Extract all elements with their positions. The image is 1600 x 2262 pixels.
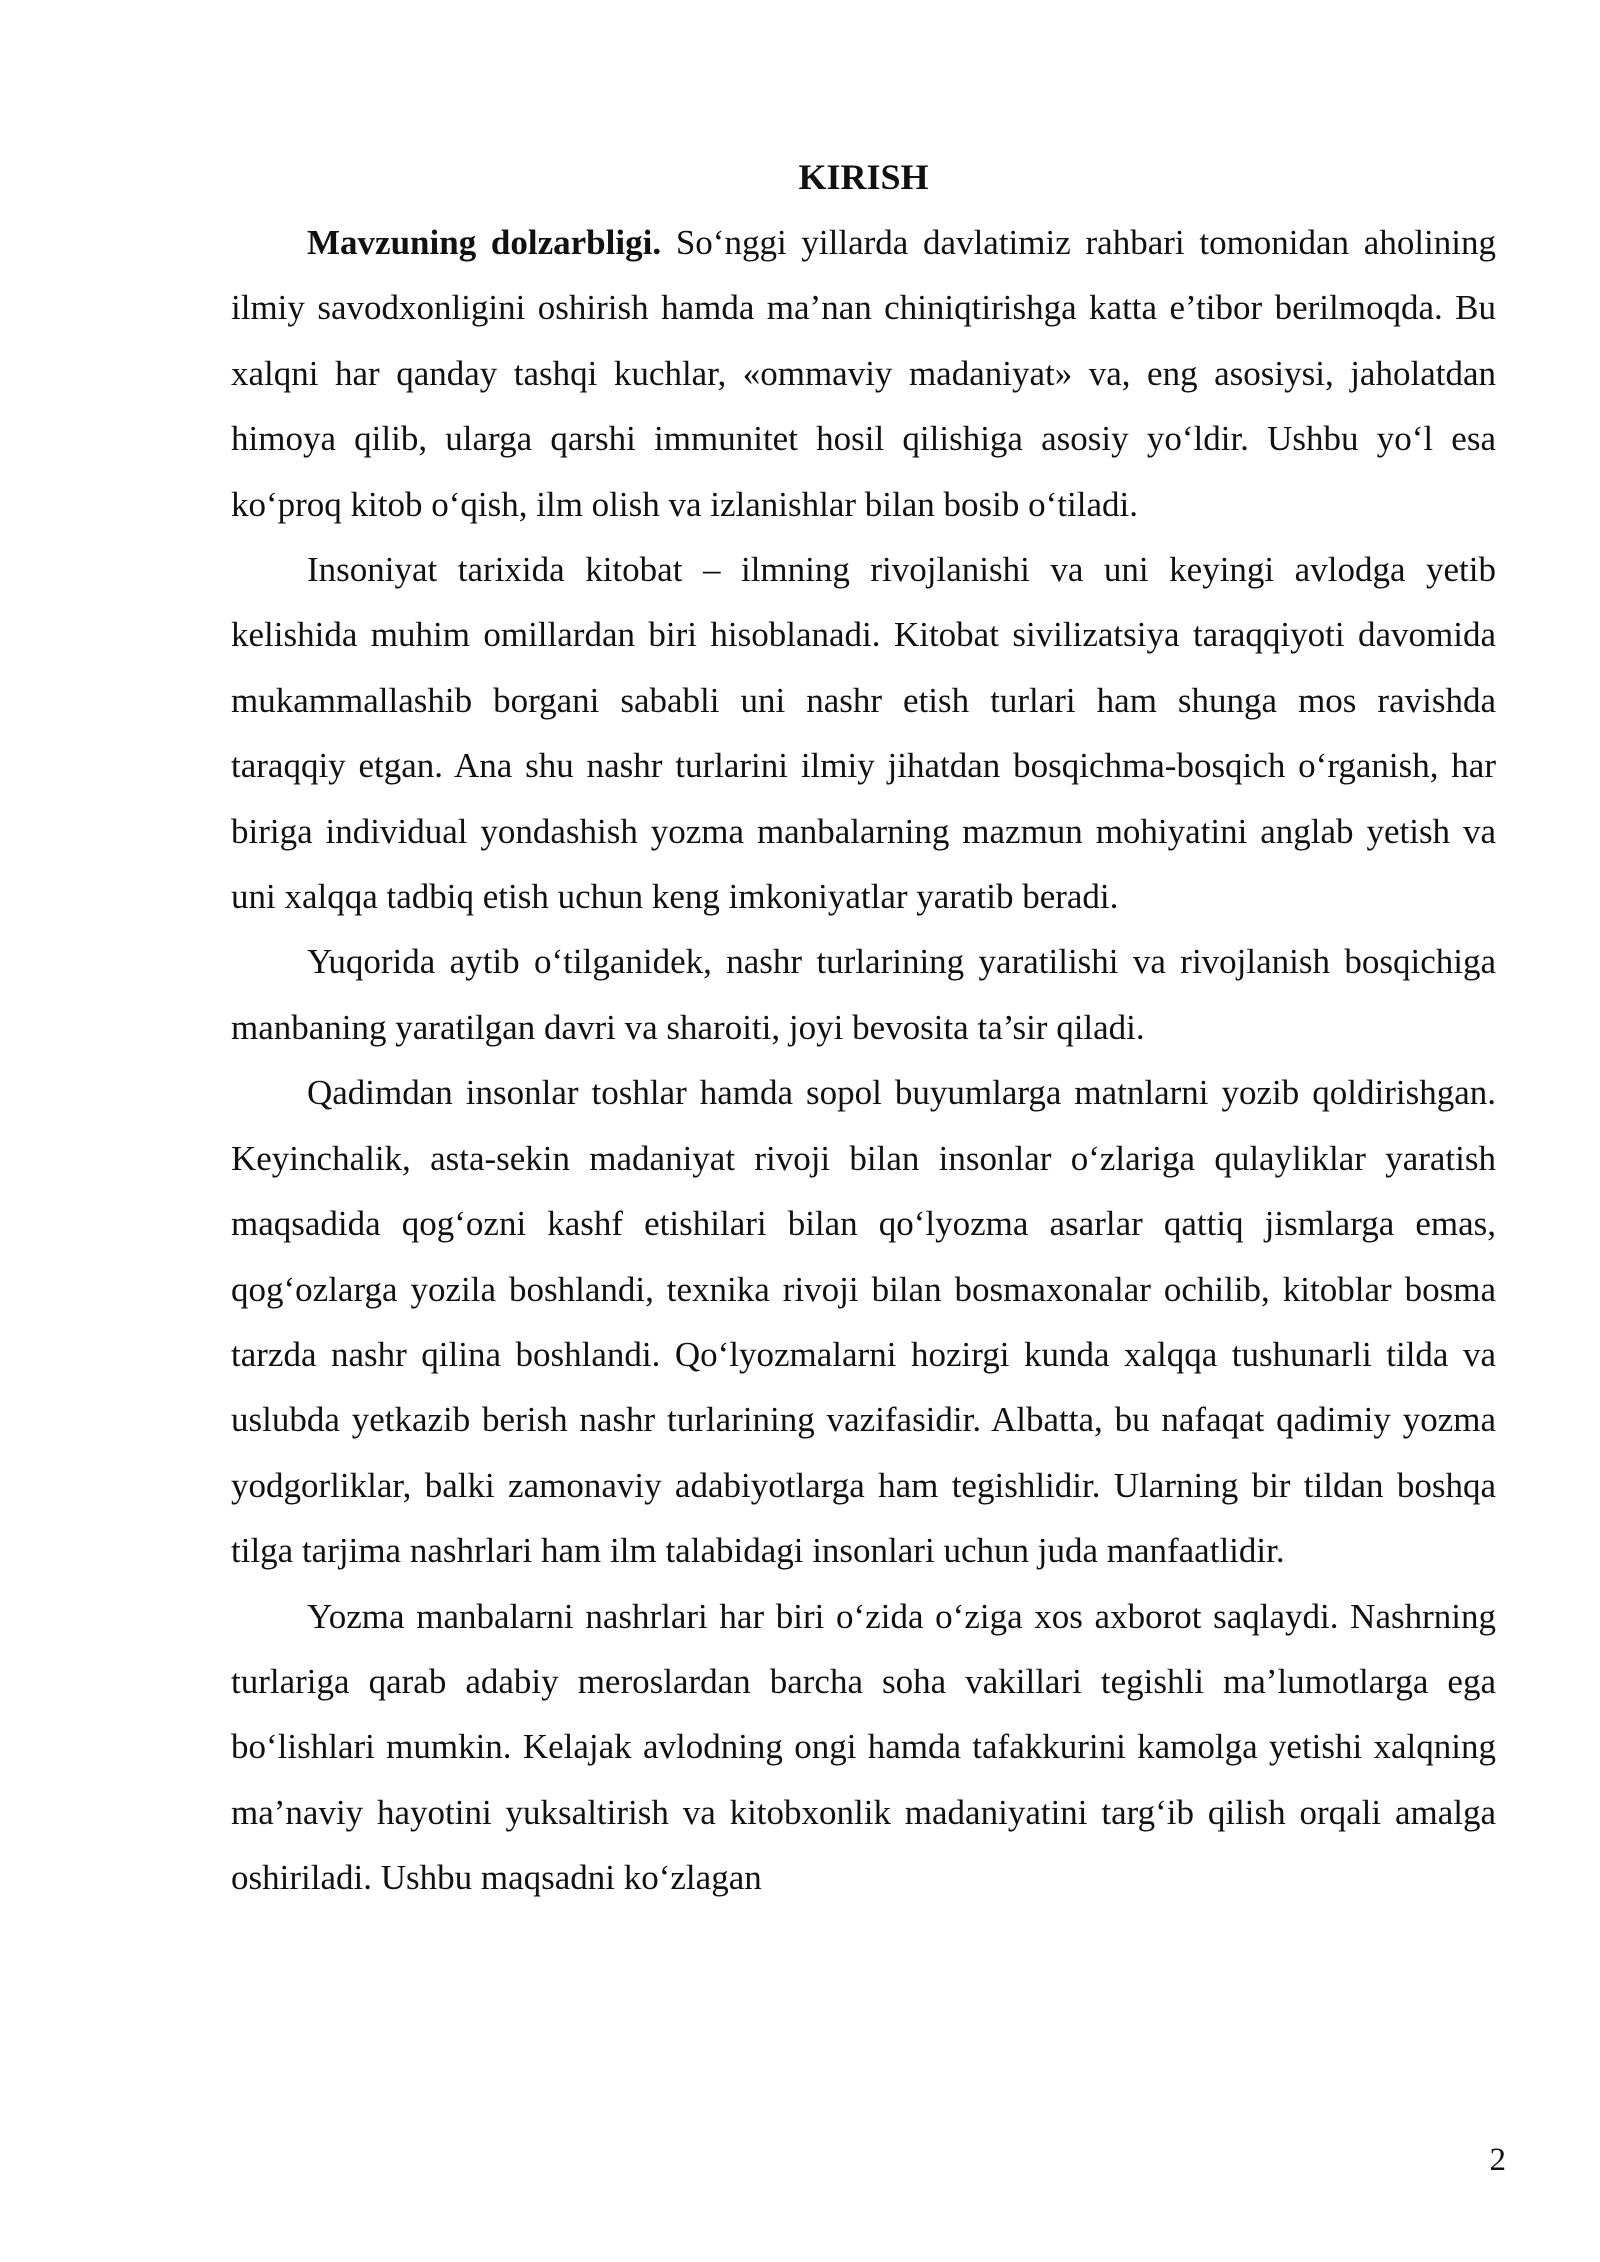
- paragraph: Qadimdan insonlar toshlar hamda sopol buyumlarga matnlarni yozib qoldirishgan. Keyinchalik, asta-sekin madaniyat rivoji bilan insonlar o‘zlariga qulayliklar yaratish maqsadida qog‘ozni kashf etishilari bilan qo‘lyozma asarlar qattiq jismlarga emas, qog‘ozlarga yozila boshlandi, texnika rivoji bilan bosmaxonalar ochilib, kitoblar bosma tarzda nashr qilina boshlandi. Qo‘lyozmalarni hozirgi kunda xalqqa tushunarli tilda va uslubda yetkazib berish nashr turlarining vazifasidir. Albatta, bu nafaqat qadimiy yozma yodgorliklar, balki zamonaviy adabiyotlarga ham tegishlidir. Ularning bir tildan boshqa tilga tarjima nashrlari ham ilm talabidagi insonlari uchun juda manfaatlidir.: [231, 1073, 1496, 1571]
- paragraph: Yuqorida aytib o‘tilganidek, nashr turlarining yaratilishi va rivojlanish bosqichiga manbaning yaratilgan davri va sharoiti, joyi bevosita ta’sir qiladi.: [231, 942, 1496, 1047]
- page-number: 2: [1489, 2142, 1506, 2178]
- paragraph: Insoniyat tarixida kitobat – ilmning rivojlanishi va uni keyingi avlodga yetib kelishida muhim omillardan biri hisoblanadi. Kitobat sivilizatsiya taraqqiyoti davomida mukammallashib borgani sababli uni nashr etish turlari ham shunga mos ravishda taraqqiy etgan. Ana shu nashr turlarini ilmiy jihatdan bosqichma-bosqich o‘rganish, har biriga individual yondashish yozma manbalarning mazmun mohiyatini anglab yetish va uni xalqqa tadbiq etish uchun keng imkoniyatlar yaratib beradi.: [231, 550, 1496, 917]
- page-title: KIRISH: [798, 157, 929, 197]
- document-body: [231, 145, 1496, 1911]
- lead-heading: Mavzuning dolzarbligi.: [307, 223, 662, 262]
- paragraph-relevance: [231, 210, 1496, 537]
- paragraph: Yozma manbalarni nashrlari har biri o‘zida o‘ziga xos axborot saqlaydi. Nashrning turlariga qarab adabiy meroslardan barcha soha vakillari tegishli ma’lumotlarga ega bo‘lishlari mumkin. Kelajak avlodning ongi hamda tafakkurini kamolga yetishi xalqning ma’naviy hayotini yuksaltirish va kitobxonlik madaniyatini targ‘ib qilish orqali amalga oshiriladi. Ushbu maqsadni ko‘zlagan: [231, 1596, 1496, 1898]
- paragraph-text: So‘nggi yillarda davlatimiz rahbari tomonidan aholining ilmiy savodxonligini oshirish hamda ma’nan chiniqtirishga katta e’tibor berilmoqda. Bu xalqni har qanday tashqi kuchlar, «ommaviy madaniyat» va, eng asosiysi, jaholatdan himoya qilib, ularga qarshi immunitet hosil qilishiga asosiy yo‘ldir. Ushbu yo‘l esa ko‘proq kitob o‘qish, ilm olish va izlanishlar bilan bosib o‘tiladi.: [231, 223, 1496, 524]
